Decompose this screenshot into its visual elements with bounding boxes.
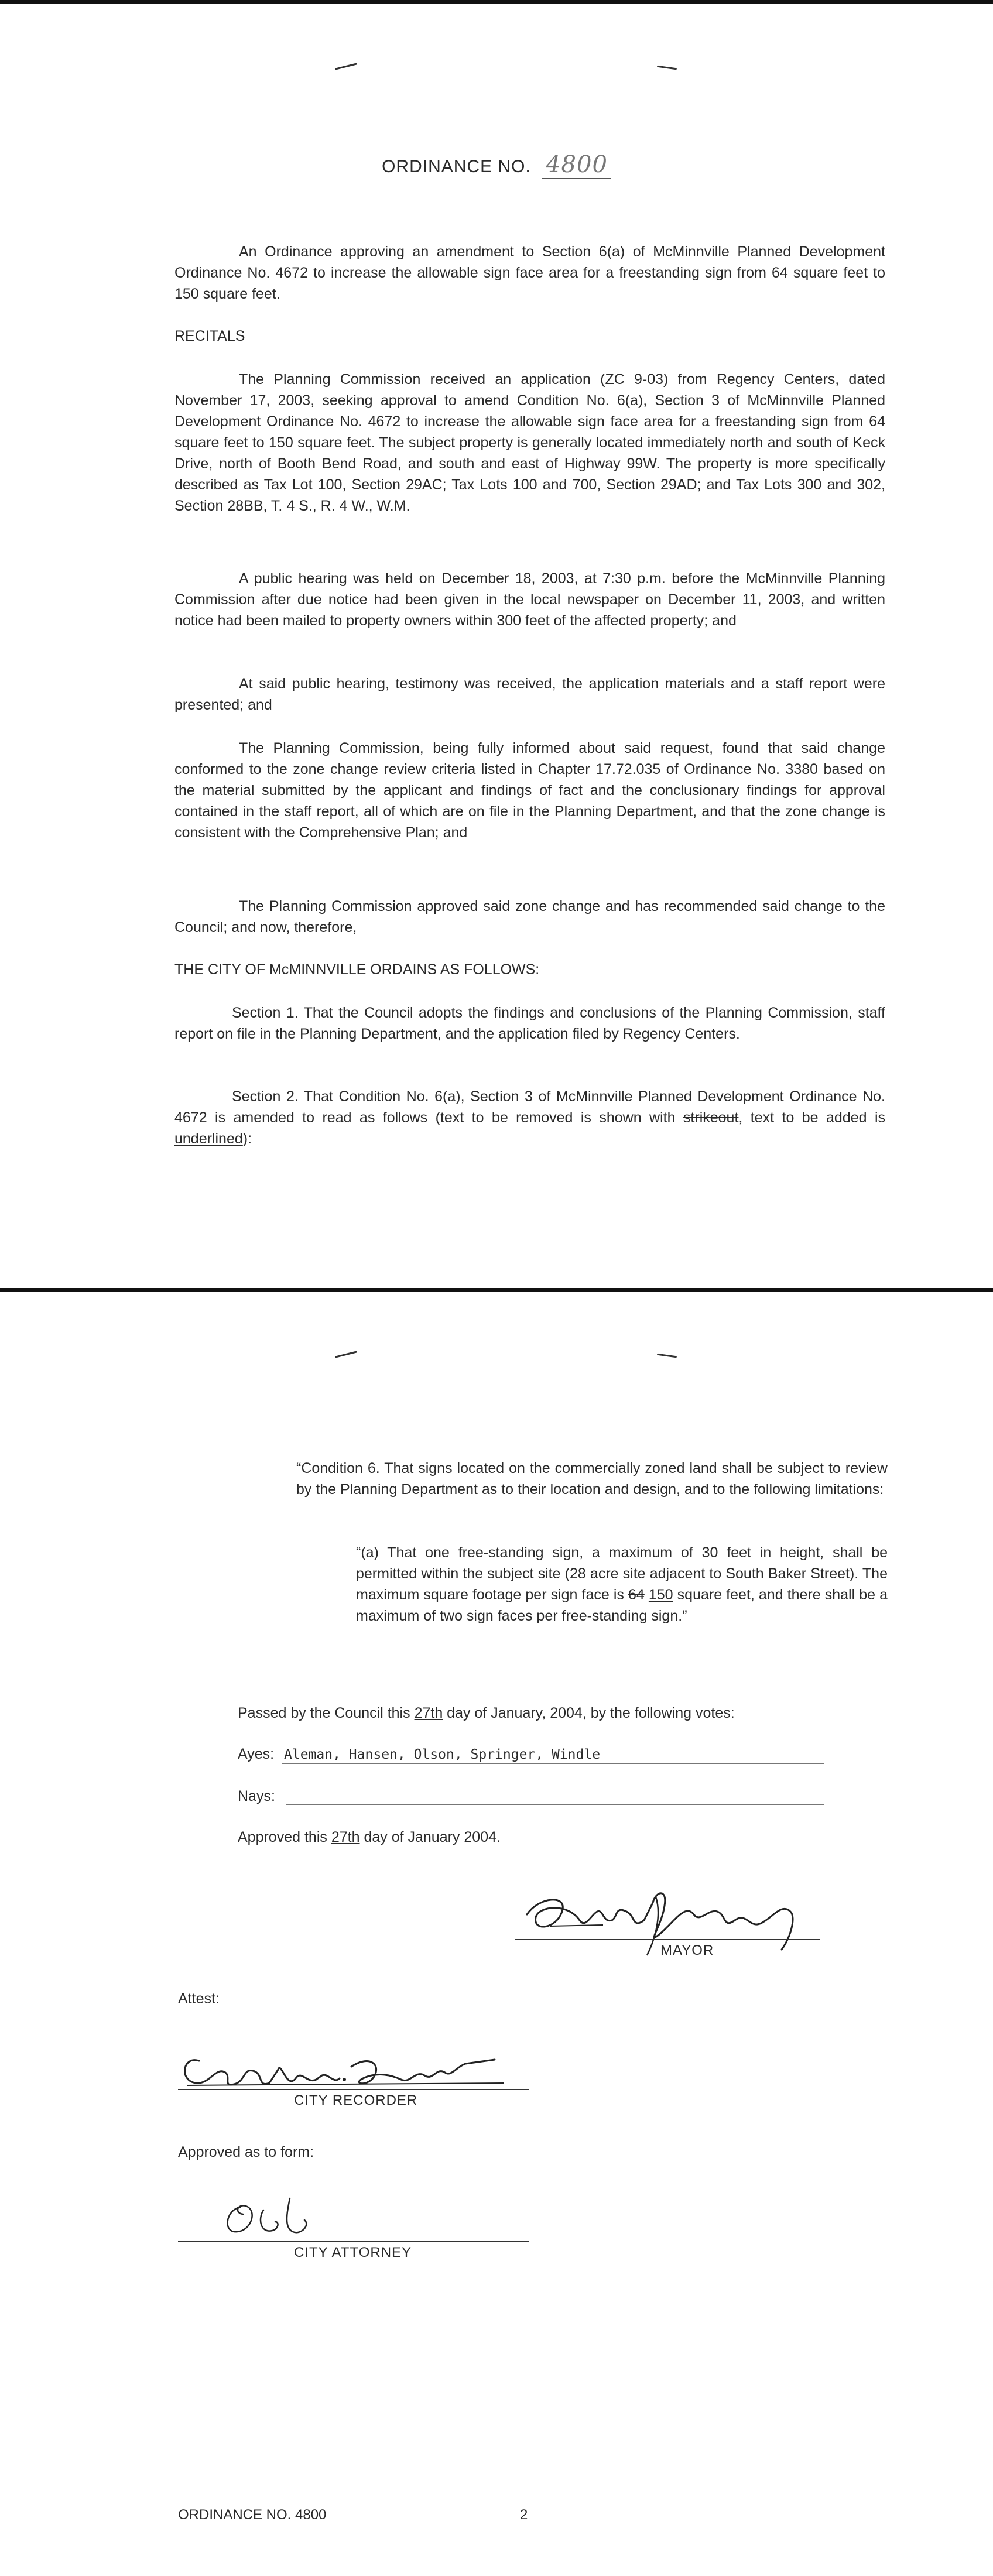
- ayes-label: Ayes:: [238, 1746, 275, 1762]
- scan-mark: [335, 63, 357, 70]
- attest-label: Attest:: [178, 1991, 220, 2007]
- recitals-heading: RECITALS: [174, 328, 245, 344]
- city-attorney-signature: [217, 2190, 334, 2248]
- section-1-paragraph: Section 1. That the Council adopts the findings and conclusions of the Planning Commission, staff report on file in the Planning Department, and the application filed by Regency Centers.: [174, 1005, 885, 1042]
- section-2-paragraph: [174, 1086, 885, 1149]
- condition-6a-text: [356, 1542, 888, 1626]
- page-top-edge: [0, 0, 993, 4]
- mayor-label: MAYOR: [660, 1943, 714, 1958]
- approved-text: Approved this: [238, 1829, 331, 1845]
- recital-paragraph-3: At said public hearing, testimony was received, the application materials and a staff report were presented; and: [174, 676, 885, 713]
- city-attorney-label: CITY ATTORNEY: [294, 2245, 412, 2260]
- city-attorney-signature-line: [178, 2241, 529, 2242]
- approved-as-to-form-label: Approved as to form:: [178, 2144, 314, 2160]
- approved-line: [238, 1827, 888, 1848]
- ayes-underline: [282, 1763, 824, 1764]
- removed-value: 64: [628, 1587, 645, 1603]
- approved-day: 27th: [331, 1829, 360, 1845]
- condition-6a-part-2: square feet, and there shall be a maximum of two sign faces per free-standing sign.”: [356, 1587, 888, 1624]
- ordinance-title: [0, 151, 993, 178]
- condition-6-intro: “Condition 6. That signs located on the commercially zoned land shall be subject to review by the Planning Department as to their location and design, and to the following limitations:: [296, 1460, 888, 1498]
- nays-underline: [286, 1804, 824, 1805]
- ordinance-number-handwritten: 4800: [542, 151, 611, 179]
- section-2-text-cont: , text to be added is: [738, 1109, 886, 1126]
- nays-label: Nays:: [238, 1788, 275, 1804]
- ayes-line: [238, 1743, 823, 1765]
- recital-paragraph-1: The Planning Commission received an application (ZC 9-03) from Regency Centers, dated November 17, 2003, seeking approval to amend Condition No. 6(a), Section 3 of McMinnville Planned Development Ordinance No. 4672 to increase the allowable sign face area for a freestanding sign from 64 square feet to 150 square feet. The subject property is generally located immediately north and south of Keck Drive, north of Booth Bend Road, and south and east of Highway 99W. The property is more specifically described as Tax Lot 100, Section 29AC; Tax Lots 100 and 700, Section 29AD; and Tax Lots 300 and 302, Section 28BB, T. 4 S., R. 4 W., W.M.: [174, 371, 885, 514]
- ayes-names: Aleman, Hansen, Olson, Springer, Windle: [284, 1747, 601, 1762]
- intro-paragraph: An Ordinance approving an amendment to Section 6(a) of McMinnville Planned Development Ordinance No. 4672 to increase the allowable sign face area for a freestanding sign from 64 square feet to 150 square feet.: [174, 244, 885, 302]
- approved-text-end: day of January 2004.: [359, 1829, 501, 1845]
- page-top-edge: [0, 1288, 993, 1292]
- recital-paragraph-4: The Planning Commission, being fully informed about said request, found that said change conformed to the zone change review criteria listed in Chapter 17.72.035 of Ordinance No. 3380 based on the material submitted by the applicant and findings of fact and the conclusionary findings for approval contained in the staff report, all of which are on file in the Planning Department, and that the zone change is consistent with the Comprehensive Plan; and: [174, 740, 885, 841]
- underline-example: underlined: [174, 1131, 243, 1147]
- recital-paragraph-5: The Planning Commission approved said zone change and has recommended said change to the Council; and now, therefore,: [174, 898, 885, 936]
- passed-by-council-line: [238, 1703, 888, 1724]
- city-recorder-signature-line: [178, 2089, 529, 2090]
- section-2-text-end: ):: [242, 1131, 252, 1147]
- passed-text-end: day of January, 2004, by the following votes:: [443, 1705, 735, 1721]
- scan-mark: [657, 1354, 677, 1358]
- city-recorder-label: CITY RECORDER: [294, 2092, 418, 2108]
- page-number: 2: [520, 2507, 528, 2523]
- recital-paragraph-2: A public hearing was held on December 18, 2003, at 7:30 p.m. before the McMinnville Planning Commission after due notice had been given in the local newspaper on December 11, 2003, and written notice had been mailed to property owners within 300 feet of the affected property; and: [174, 570, 885, 629]
- strikeout-example: strikeout: [683, 1109, 739, 1126]
- ordains-heading: THE CITY OF McMINNVILLE ORDAINS AS FOLLOWS:: [174, 961, 540, 978]
- ordinance-page-2: [0, 1288, 993, 2576]
- footer-ordinance-number: ORDINANCE NO. 4800: [178, 2507, 327, 2523]
- section-2-text: Section 2. That Condition No. 6(a), Section 3 of McMinnville Planned Development Ordinance No. 4672 is amended to read as follows (text to be removed is shown with: [174, 1088, 885, 1126]
- title-prefix: ORDINANCE NO.: [382, 157, 531, 176]
- passed-text: Passed by the Council this: [238, 1705, 415, 1721]
- added-value: 150: [648, 1587, 673, 1603]
- condition-6a-part-1: “(a) That one free-standing sign, a maximum of 30 feet in height, shall be permitted within the subject site (28 acre site adjacent to South Baker Street). The maximum square footage per sign face is: [356, 1544, 888, 1603]
- scan-mark: [335, 1351, 357, 1358]
- passed-day: 27th: [414, 1705, 443, 1721]
- mayor-signature-line: [515, 1939, 820, 1940]
- scan-mark: [657, 66, 677, 70]
